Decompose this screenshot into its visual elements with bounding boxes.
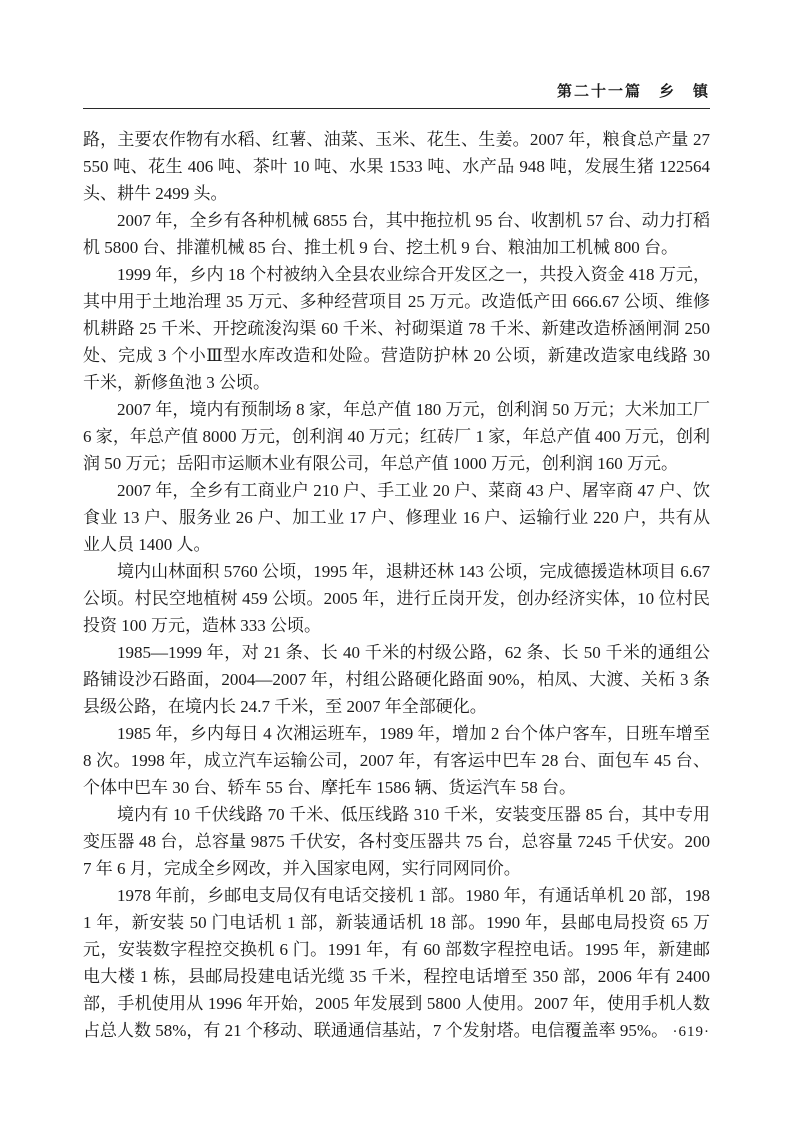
paragraph: 境内有 10 千伏线路 70 千米、低压线路 310 千米，安装变压器 85 台，其中专用变压器 48 台，总容量 9875 千伏安，各村变压器共 75 台，总容量 7245 千伏安。2007 年 6 月，完成全乡网改，并入国家电网，实行同网同价。: [83, 805, 710, 878]
paragraph: 路，主要农作物有水稻、红薯、油菜、玉米、花生、生姜。2007 年，粮食总产量 27550 吨、花生 406 吨、茶叶 10 吨、水果 1533 吨、水产品 948 吨，发展生猪 122564 头、耕牛 2499 头。: [83, 130, 710, 203]
paragraph: 1978 年前，乡邮电支局仅有电话交接机 1 部。1980 年，有通话单机 20 部，1981 年，新安装 50 门电话机 1 部，新装通话机 18 部。1990 年，县邮电局投资 65 万元，安装数字程控交换机 6 门。1991 年，有 60 部数字程控电话。1995 年，新建邮电大楼 1 栋，县邮局投建电话光缆 35 千米，程控电话增至 350 部，2006 年有 2400 部，手机使用从 1996 年开始，2005 年发展到 5800 人使用。2007 年，使用手机人数占总人数 58%，有 21 个移动、联通通信基站，7 个发射塔。电信覆盖率 95%。: [83, 886, 710, 1040]
body-text: [83, 126, 710, 1044]
paragraph: 2007 年，全乡有各种机械 6855 台，其中拖拉机 95 台、收割机 57 台、动力打稻机 5800 台、排灌机械 85 台、推土机 9 台、挖土机 9 台、粮油加工机械 800 台。: [83, 211, 710, 257]
chapter-title: 第二十一篇 乡 镇: [556, 84, 710, 100]
running-header: [83, 80, 710, 109]
paragraph: 1985 年，乡内每日 4 次湘运班车，1989 年，增加 2 台个体户客车，日班车增至 8 次。1998 年，成立汽车运输公司，2007 年，有客运中巴车 28 台、面包车 45 台、个体中巴车 30 台、轿车 55 台、摩托车 1586 辆、货运汽车 58 台。: [83, 724, 710, 797]
paragraph: 1985—1999 年，对 21 条、长 40 千米的村级公路，62 条、长 50 千米的通组公路铺设沙石路面，2004—2007 年，村组公路硬化路面 90%，柏凤、大渡、关柘 3 条县级公路，在境内长 24.7 千米，至 2007 年全部硬化。: [83, 643, 710, 716]
paragraph: 2007 年，全乡有工商业户 210 户、手工业 20 户、菜商 43 户、屠宰商 47 户、饮食业 13 户、服务业 26 户、加工业 17 户、修理业 16 户、运输行业 220 户，共有从业人员 1400 人。: [83, 481, 710, 554]
page-content: [83, 80, 710, 1044]
page-number: ·619·: [672, 1024, 710, 1040]
paragraph: 境内山林面积 5760 公顷，1995 年，退耕还林 143 公顷，完成德援造林项目 6.67 公顷。村民空地植树 459 公顷。2005 年，进行丘岗开发，创办经济实体，10 位村民投资 100 万元，造林 333 公顷。: [83, 562, 710, 635]
paragraph: 2007 年，境内有预制场 8 家，年总产值 180 万元，创利润 50 万元；大米加工厂 6 家，年总产值 8000 万元，创利润 40 万元；红砖厂 1 家，年总产值 400 万元，创利润 50 万元；岳阳市运顺木业有限公司，年总产值 1000 万元，创利润 160 万元。: [83, 400, 710, 473]
paragraph: 1999 年，乡内 18 个村被纳入全县农业综合开发区之一，共投入资金 418 万元，其中用于土地治理 35 万元、多种经营项目 25 万元。改造低产田 666.67 公顷、维修机耕路 25 千米、开挖疏浚沟渠 60 千米、衬砌渠道 78 千米、新建改造桥涵闸洞 250 处、完成 3 个小Ⅲ型水库改造和处险。营造防护林 20 公顷，新建改造家电线路 30 千米，新修鱼池 3 公顷。: [83, 265, 710, 392]
